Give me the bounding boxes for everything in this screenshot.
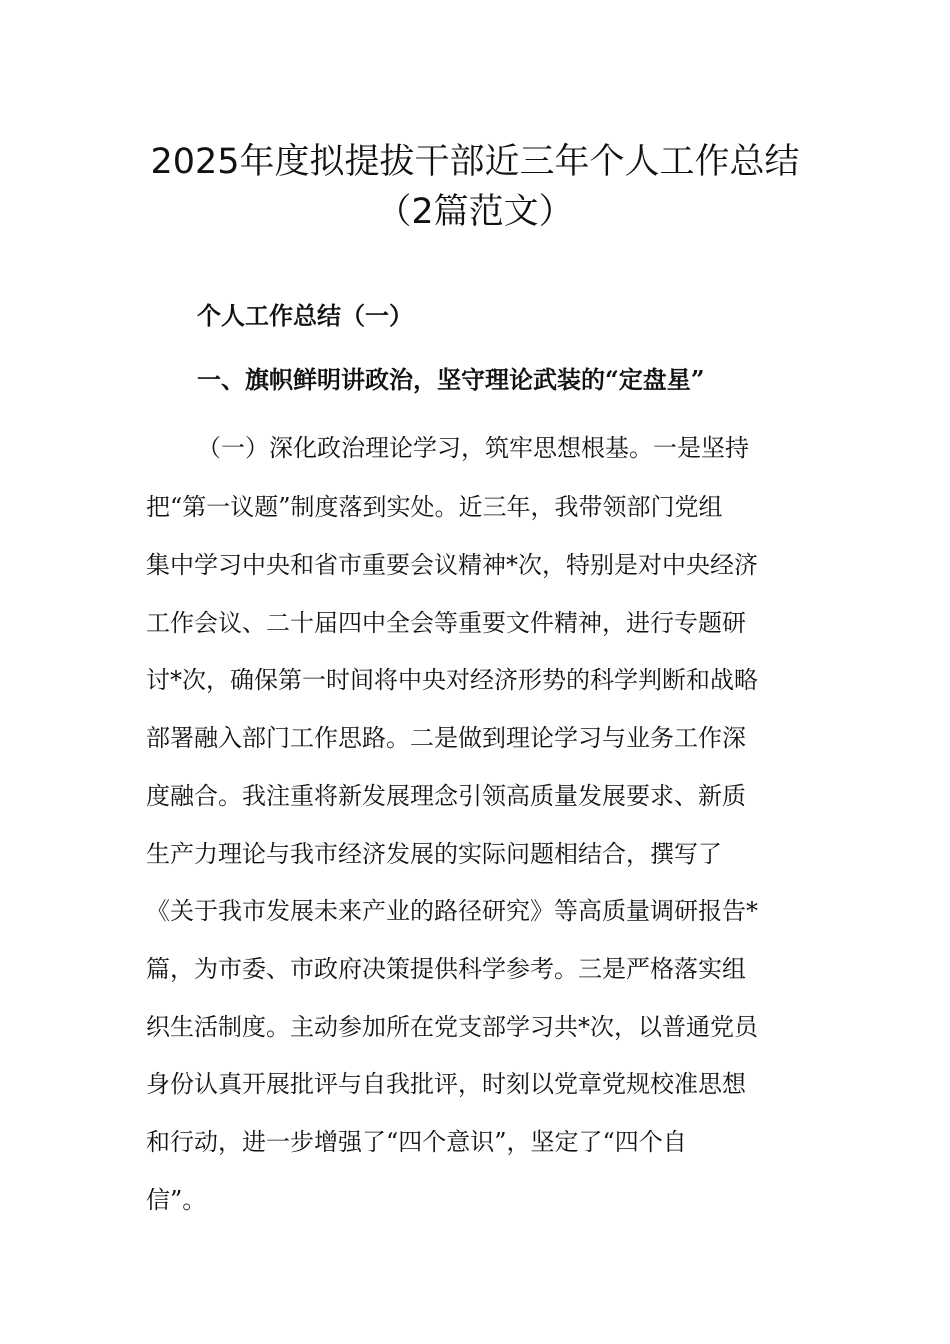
paragraph-line: 生产力理论与我市经济发展的实际问题相结合，撰写了 bbox=[146, 840, 722, 868]
document-title-line-2: （2篇范文） bbox=[376, 192, 574, 232]
paragraph-line: 度融合。我注重将新发展理念引领高质量发展要求、新质 bbox=[146, 782, 746, 810]
paragraph-line: 篇，为市委、市政府决策提供科学参考。三是严格落实组 bbox=[146, 955, 746, 983]
paragraph-line: 织生活制度。主动参加所在党支部学习共*次，以普通党员 bbox=[146, 1013, 758, 1041]
paragraph-line: 身份认真开展批评与自我批评，时刻以党章党规校准思想 bbox=[146, 1070, 746, 1098]
paragraph-line: 工作会议、二十届四中全会等重要文件精神，进行专题研 bbox=[146, 609, 746, 637]
paragraph-line: 集中学习中央和省市重要会议精神*次，特别是对中央经济 bbox=[146, 551, 758, 579]
paragraph-line: 信”。 bbox=[146, 1186, 207, 1214]
paragraph-line: 把“第一议题”制度落到实处。近三年，我带领部门党组 bbox=[146, 493, 723, 521]
heading-1: 一、旗帜鲜明讲政治，坚守理论武装的“定盘星” bbox=[197, 365, 705, 394]
paragraph-line: （一）深化政治理论学习，筑牢思想根基。一是坚持 bbox=[197, 434, 749, 462]
paragraph-line: 部署融入部门工作思路。二是做到理论学习与业务工作深 bbox=[146, 724, 746, 752]
section-title: 个人工作总结（一） bbox=[197, 301, 413, 330]
paragraph-line: 和行动，进一步增强了“四个意识”，坚定了“四个自 bbox=[146, 1128, 687, 1156]
paragraph-line: 讨*次，确保第一时间将中央对经济形势的科学判断和战略 bbox=[146, 666, 758, 694]
document-title-line-1: 2025年度拟提拔干部近三年个人工作总结 bbox=[150, 142, 800, 182]
paragraph-line: 《关于我市发展未来产业的路径研究》等高质量调研报告* bbox=[146, 897, 758, 925]
